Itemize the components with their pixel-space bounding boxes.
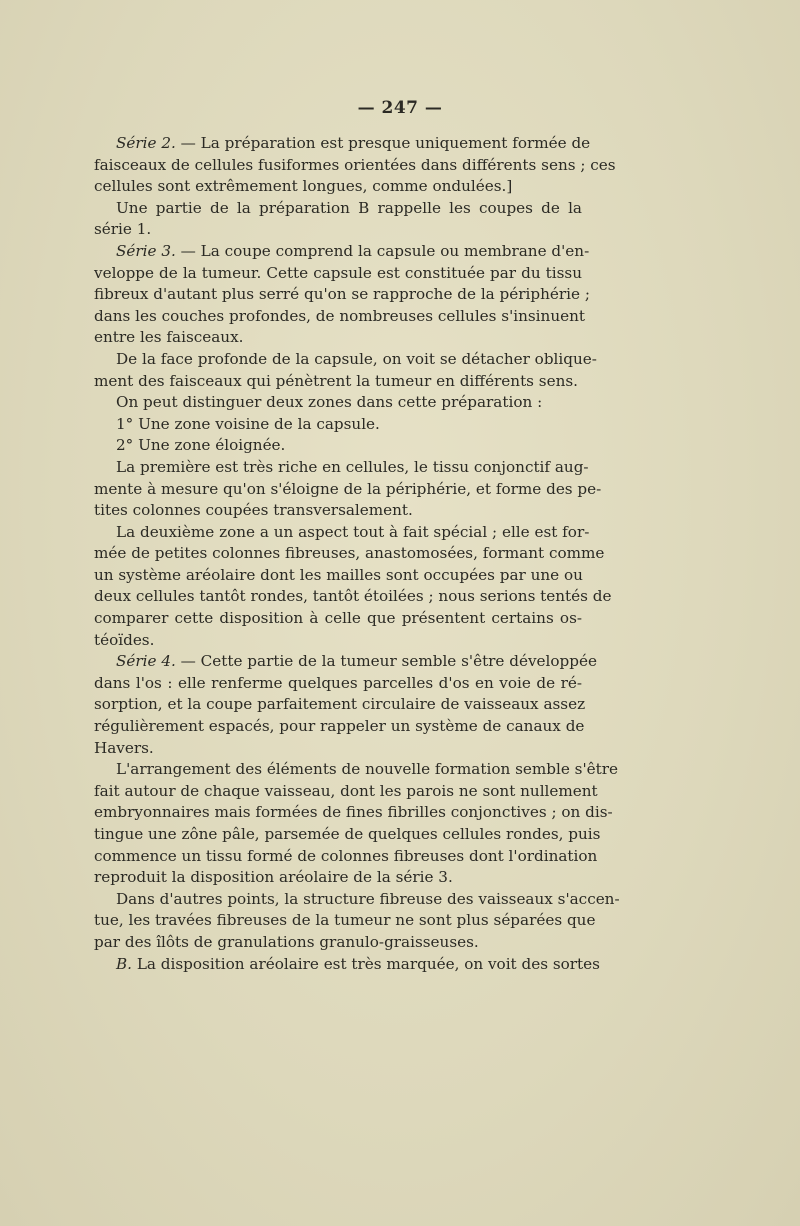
line-text: tingue une zône pâle, parsemée de quelques cellules rondes, puis — [94, 825, 601, 843]
line-text: — La coupe comprend la capsule ou membrane d'en- — [175, 241, 590, 260]
line-text: L'arrangement des éléments de nouvelle formation semble s'être — [116, 760, 618, 779]
text-line — [94, 371, 582, 393]
text-line — [94, 694, 586, 716]
text-line — [94, 543, 605, 565]
text-line — [94, 219, 582, 241]
line-text: mente à mesure qu'on s'éloigne de la périphérie, et forme des pe- — [94, 479, 602, 498]
body-text — [94, 133, 620, 975]
text-line — [94, 781, 598, 803]
text-line — [94, 867, 582, 889]
line-text: La deuxième zone a un aspect tout à fait spécial ; elle est for- — [116, 522, 590, 541]
line-text: téoïdes. — [94, 630, 155, 649]
line-text: faisceaux de cellules fusiformes orientées dans différents sens ; ces — [94, 155, 616, 174]
line-text: reproduit la disposition aréolaire de la série 3. — [94, 868, 453, 887]
series-label: Série 3. — [116, 241, 176, 260]
text-line — [94, 241, 590, 263]
line-text: comparer cette disposition à celle que présentent certains os- — [94, 609, 582, 628]
text-line — [94, 414, 582, 436]
line-text: fibreux d'autant plus serré qu'on se rapproche de la périphérie ; — [94, 285, 590, 304]
line-text: La disposition aréolaire est très marquée, on voit des sortes — [132, 954, 600, 973]
text-line — [94, 846, 598, 868]
line-text: embryonnaires mais formées de fines fibrilles conjonctives ; on dis- — [94, 803, 613, 822]
line-text: dans l'os : elle renferme quelques parcelles d'os en voie de ré- — [94, 673, 582, 692]
line-text: entre les faisceaux. — [94, 328, 244, 347]
text-line — [94, 155, 616, 177]
line-text: On peut distinguer deux zones dans cette préparation : — [116, 393, 543, 412]
series-label: B. — [116, 954, 132, 973]
text-line — [94, 522, 590, 544]
line-text: De la face profonde de la capsule, on voit se détacher oblique- — [116, 349, 597, 368]
text-line — [94, 284, 590, 306]
line-text: Havers. — [94, 738, 154, 757]
line-text: ment des faisceaux qui pénètrent la tumeur en différents sens. — [94, 371, 578, 390]
text-line — [94, 954, 600, 976]
text-line — [94, 932, 582, 954]
text-line — [94, 824, 601, 846]
line-text: veloppe de la tumeur. Cette capsule est constituée par du tissu — [94, 263, 582, 282]
text-line — [94, 198, 582, 220]
text-line — [94, 889, 620, 911]
text-line — [94, 500, 582, 522]
text-line — [94, 586, 612, 608]
page-number: — 247 — — [357, 98, 443, 118]
text-line — [94, 802, 613, 824]
line-text: mée de petites colonnes fibreuses, anastomosées, formant comme — [94, 544, 605, 563]
text-line — [94, 738, 582, 760]
line-text: Dans d'autres points, la structure fibreuse des vaisseaux s'accen- — [116, 889, 620, 908]
line-text: dans les couches profondes, de nombreuses cellules s'insinuent — [94, 306, 585, 325]
line-text: sorption, et la coupe parfaitement circulaire de vaisseaux assez — [94, 695, 586, 714]
line-text: un système aréolaire dont les mailles sont occupées par une ou — [94, 565, 583, 584]
text-line — [94, 263, 582, 285]
line-text: commence un tissu formé de colonnes fibreuses dont l'ordination — [94, 846, 598, 865]
text-line — [94, 392, 582, 414]
text-line — [94, 435, 582, 457]
series-label: Série 4. — [116, 652, 176, 671]
text-line — [94, 910, 596, 932]
line-text: 1° Une zone voisine de la capsule. — [116, 414, 380, 433]
line-text: cellules sont extrêmement longues, comme ondulées.] — [94, 177, 513, 196]
line-text: régulièrement espacés, pour rappeler un système de canaux de — [94, 717, 585, 736]
text-line — [94, 759, 618, 781]
line-text: fait autour de chaque vaisseau, dont les parois ne sont nullement — [94, 781, 598, 800]
line-text: La première est très riche en cellules, le tissu conjonctif aug- — [116, 457, 589, 476]
line-text: tue, les travées fibreuses de la tumeur ne sont plus séparées que — [94, 911, 596, 930]
line-text: série 1. — [94, 220, 152, 239]
text-line — [94, 479, 602, 501]
text-line — [94, 133, 591, 155]
text-line — [94, 630, 582, 652]
text-line — [94, 349, 597, 371]
line-text: — Cette partie de la tumeur semble s'être développée — [175, 652, 597, 671]
text-line — [94, 457, 589, 479]
text-line — [94, 716, 585, 738]
series-label: Série 2. — [116, 134, 176, 152]
line-text: 2° Une zone éloignée. — [116, 436, 286, 455]
text-line — [94, 651, 597, 673]
line-text: Une partie de la préparation B rappelle les coupes de la — [116, 198, 582, 217]
text-line — [94, 673, 582, 695]
line-text: deux cellules tantôt rondes, tantôt étoilées ; nous serions tentés de — [94, 587, 612, 606]
line-text: par des îlôts de granulations granulo-graisseuses. — [94, 932, 479, 951]
text-line — [94, 608, 582, 630]
text-line — [94, 327, 582, 349]
line-text: tites colonnes coupées transversalement. — [94, 501, 413, 520]
text-line — [94, 176, 582, 198]
line-text: — La préparation est presque uniquement formée de — [175, 134, 591, 152]
text-line — [94, 306, 585, 328]
text-line — [94, 565, 582, 587]
